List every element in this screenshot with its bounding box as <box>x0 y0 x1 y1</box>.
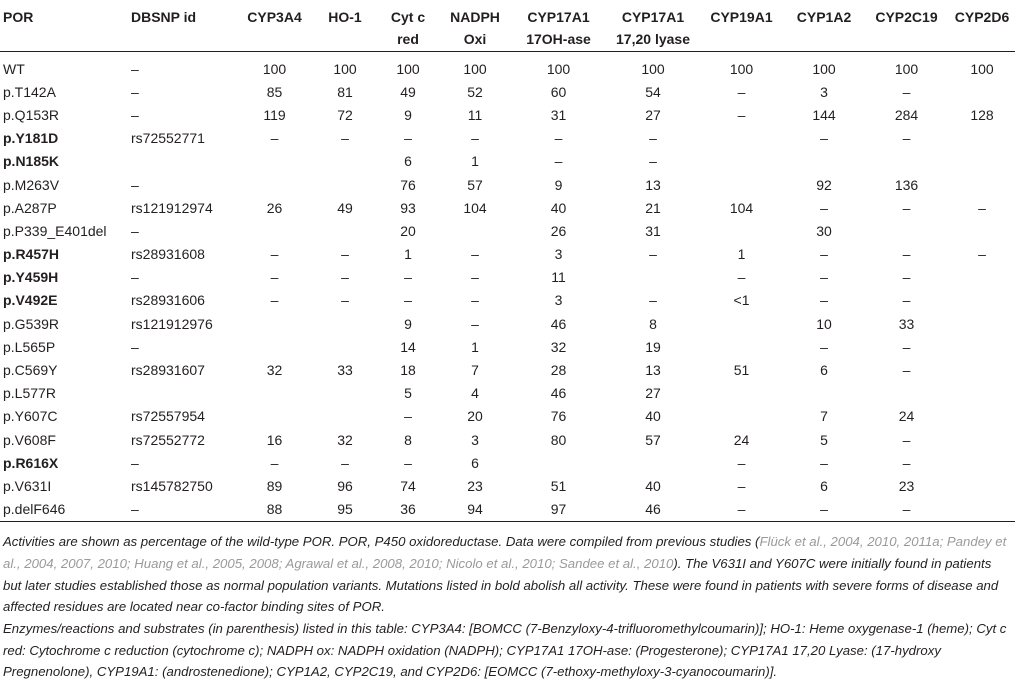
activity-cell <box>699 382 784 405</box>
activity-cell <box>699 220 784 243</box>
activity-cell: 21 <box>645 199 661 216</box>
activity-cell: – <box>471 269 479 286</box>
activity-cell <box>784 382 864 405</box>
table-row <box>0 336 1015 359</box>
activity-cell: – <box>471 315 479 332</box>
activity-cell: 26 <box>550 222 567 239</box>
activity-cell: 16 <box>266 431 283 448</box>
activity-cell: 18 <box>400 362 416 379</box>
activity-cell: 93 <box>400 199 416 216</box>
activity-cell <box>314 220 376 243</box>
activity-cell <box>864 220 949 243</box>
activity-cell: – <box>471 130 479 147</box>
variant-cell: p.V608F <box>3 431 56 448</box>
activity-cell: 57 <box>645 431 661 448</box>
activity-cell: – <box>978 246 986 263</box>
activity-cell: 24 <box>898 408 915 425</box>
activity-cell: – <box>649 292 657 309</box>
activity-cell: – <box>649 130 657 147</box>
variant-cell: p.V631I <box>3 477 52 494</box>
activity-cell: – <box>471 246 479 263</box>
variant-cell: p.V492E <box>3 292 58 309</box>
table-row <box>0 289 1015 312</box>
activity-cell <box>949 405 1015 428</box>
activity-cell: 92 <box>816 176 832 193</box>
activity-cell: 33 <box>898 315 915 332</box>
column-header: CYP17A1 17,20 lyase <box>616 9 690 47</box>
table-row <box>0 475 1015 498</box>
activity-cell: 20 <box>467 408 483 425</box>
dbsnp-cell <box>128 382 235 405</box>
activity-cell <box>864 150 949 173</box>
column-header: Cyt c red <box>390 9 426 47</box>
dbsnp-cell: rs72552771 <box>131 130 205 147</box>
table-row <box>0 81 1015 104</box>
activity-cell: 7 <box>820 408 828 425</box>
activity-cell: 27 <box>645 385 661 402</box>
activity-cell: 1 <box>737 246 746 263</box>
references: Flück et al., 2004, 2010, 2011a; Pandey et al., 2004, 2007, 2010; Huang et al., 2005, 2008; Agrawal et al., 2008, 2010; Nicolo et al., 2010; Sandee et al., 2010 <box>3 534 1007 571</box>
activity-cell: 100 <box>262 60 287 77</box>
activity-cell: 3 <box>471 431 479 448</box>
table-row <box>0 498 1015 522</box>
variant-cell: p.L565P <box>3 338 56 355</box>
activity-cell <box>314 382 376 405</box>
table-row <box>0 104 1015 127</box>
activity-cell: 60 <box>550 83 567 100</box>
column-header: CYP3A4 <box>247 9 302 25</box>
activity-cell <box>235 382 314 405</box>
table-row <box>0 127 1015 150</box>
activity-cell: – <box>737 83 746 100</box>
column-header: DBSNP id <box>131 9 197 25</box>
activity-cell: – <box>820 338 828 355</box>
activity-cell: – <box>737 454 746 471</box>
activity-cell: 144 <box>812 106 836 123</box>
activity-cell <box>235 220 314 243</box>
activity-cell: 46 <box>550 385 567 402</box>
activity-cell <box>699 405 784 428</box>
activity-cell: – <box>737 477 746 494</box>
activity-cell: – <box>902 338 911 355</box>
activity-cell: 57 <box>467 176 483 193</box>
variant-cell: p.T142A <box>3 83 56 100</box>
activity-cell: – <box>902 246 911 263</box>
dbsnp-cell: rs72552772 <box>131 431 205 448</box>
activity-cell: 3 <box>554 246 563 263</box>
activity-cell: 100 <box>970 60 994 77</box>
activity-cell: 6 <box>471 454 479 471</box>
activity-cell <box>699 127 784 150</box>
variant-cell: p.L577R <box>3 385 56 402</box>
activity-cell <box>510 452 607 475</box>
activity-cell <box>784 150 864 173</box>
activity-cell: 6 <box>820 477 828 494</box>
dbsnp-cell: rs28931608 <box>131 246 205 263</box>
activity-cell: 9 <box>554 176 563 193</box>
dbsnp-cell <box>128 150 235 173</box>
activity-cell <box>440 220 510 243</box>
table-row <box>0 452 1015 475</box>
activity-cell <box>949 475 1015 498</box>
activity-cell: 30 <box>816 222 832 239</box>
activity-cell: – <box>820 501 828 518</box>
activity-cell: 100 <box>812 60 836 77</box>
activity-cell: – <box>554 153 563 170</box>
activity-cell: – <box>902 454 911 471</box>
column-header: POR <box>3 9 34 25</box>
activity-cell: – <box>341 246 349 263</box>
activity-cell: – <box>902 431 911 448</box>
activity-cell <box>949 336 1015 359</box>
activity-cell: – <box>737 106 746 123</box>
activity-cell: – <box>341 292 349 309</box>
activity-cell: 26 <box>266 199 283 216</box>
activity-cell: – <box>341 130 349 147</box>
table-row <box>0 173 1015 196</box>
activity-cell: – <box>820 292 828 309</box>
activity-cell: 74 <box>400 477 416 494</box>
activity-cell: – <box>404 408 412 425</box>
activity-cell <box>949 382 1015 405</box>
activity-cell: 6 <box>404 153 412 170</box>
activity-cell: – <box>404 130 412 147</box>
dbsnp-cell: – <box>131 269 139 286</box>
activity-cell <box>314 405 376 428</box>
activity-cell: – <box>902 292 911 309</box>
activity-cell <box>949 313 1015 336</box>
dbsnp-cell: rs121912974 <box>131 199 213 216</box>
activity-cell: 100 <box>333 60 357 77</box>
activity-cell: 3 <box>820 83 828 100</box>
activity-cell <box>314 336 376 359</box>
dbsnp-cell: rs72557954 <box>131 408 205 425</box>
activity-cell <box>314 313 376 336</box>
activity-cell: – <box>270 246 279 263</box>
activity-cell <box>949 266 1015 289</box>
table-row <box>0 243 1015 266</box>
table-row <box>0 220 1015 243</box>
variant-cell: p.R457H <box>3 246 60 263</box>
activity-cell: 100 <box>546 60 571 77</box>
activity-cell: – <box>902 362 911 379</box>
column-header: CYP1A2 <box>796 9 852 25</box>
variant-cell: p.Y459H <box>3 269 59 286</box>
variant-cell: p.delF646 <box>3 501 66 518</box>
activity-cell <box>235 313 314 336</box>
activity-cell: – <box>820 246 828 263</box>
table-row <box>0 51 1015 81</box>
dbsnp-cell: – <box>131 454 139 471</box>
dbsnp-cell: – <box>131 106 139 123</box>
activity-cell: 23 <box>898 477 915 494</box>
activity-cell: 100 <box>729 60 754 77</box>
activity-cell: – <box>404 292 412 309</box>
activity-cell: 14 <box>400 338 416 355</box>
variant-cell: p.M263V <box>3 176 60 193</box>
activity-cell: 40 <box>645 408 661 425</box>
activity-cell: 7 <box>471 362 479 379</box>
activity-cell: – <box>820 199 828 216</box>
activity-cell: 76 <box>550 408 567 425</box>
activity-cell: – <box>820 130 828 147</box>
activity-cell <box>235 336 314 359</box>
activity-cell <box>314 150 376 173</box>
column-header: CYP19A1 <box>710 9 773 25</box>
activity-cell: 9 <box>404 315 412 332</box>
dbsnp-cell: – <box>131 501 139 518</box>
table-body <box>0 51 1015 522</box>
activity-cell: 284 <box>894 106 919 123</box>
table-row <box>0 359 1015 382</box>
variant-cell: p.Y607C <box>3 408 58 425</box>
activity-cell: 97 <box>550 501 567 518</box>
activity-cell: – <box>902 83 911 100</box>
dbsnp-cell: – <box>131 176 139 193</box>
dbsnp-cell: – <box>131 338 139 355</box>
activity-cell: 51 <box>733 362 750 379</box>
footnote-enzymes: Enzymes/reactions and substrates (in parenthesis) listed in this table: CYP3A4: [BOMCC (7-Benzyloxy-4-trifluoromethylcoumarin)]; HO-1: Heme oxygenase-1 (heme); Cyt c red: Cytochrome c reduction (cytochrome c); NADPH ox: NADPH oxidation (NADPH); CYP17A1 17OH-ase: (Progesterone); CYP17A1 17,20 Lyase: (17-hydroxy Pregnenolone), CYP19A1: (androstenedione); CYP1A2, CYP2C19, and CYP2D6: [EOMCC (7-ethoxy-methyloxy-3-cyanocoumarin)]. <box>3 621 1007 680</box>
dbsnp-cell: rs28931607 <box>131 362 205 379</box>
variant-cell: p.Q153R <box>3 106 60 123</box>
activity-cell: 6 <box>820 362 828 379</box>
activity-cell: 31 <box>645 222 661 239</box>
activity-cell: – <box>270 292 279 309</box>
activity-cell <box>949 289 1015 312</box>
activity-cell: 5 <box>820 431 828 448</box>
activity-cell: – <box>737 501 746 518</box>
activity-cell: 94 <box>467 501 483 518</box>
activity-cell: 11 <box>551 269 566 286</box>
activity-cell <box>949 498 1015 522</box>
activity-cell: 8 <box>404 431 412 448</box>
dbsnp-cell: – <box>131 222 139 239</box>
activity-cell: – <box>649 246 657 263</box>
variant-cell: p.C569Y <box>3 362 58 379</box>
activity-cell <box>699 336 784 359</box>
activity-cell: 72 <box>337 106 353 123</box>
activity-cell: 36 <box>400 501 416 518</box>
activity-cell: – <box>270 130 279 147</box>
activity-cell <box>607 452 699 475</box>
activity-cell: 52 <box>467 83 483 100</box>
activity-cell: 40 <box>645 477 661 494</box>
activity-cell <box>314 173 376 196</box>
activity-cell <box>949 127 1015 150</box>
activity-cell <box>949 173 1015 196</box>
column-header: HO-1 <box>328 9 362 25</box>
table-header <box>0 0 1015 51</box>
activity-cell <box>949 150 1015 173</box>
dbsnp-cell: – <box>131 60 139 77</box>
activity-cell: 49 <box>400 83 416 100</box>
activity-cell: – <box>341 454 349 471</box>
activity-cell <box>235 173 314 196</box>
activity-cell: 4 <box>471 385 479 402</box>
variant-cell: p.G539R <box>3 315 60 332</box>
activity-cell: 89 <box>266 477 283 494</box>
activity-cell: 104 <box>463 199 487 216</box>
activity-cell <box>235 150 314 173</box>
activity-cell: 13 <box>645 176 661 193</box>
activity-cell: 49 <box>337 199 353 216</box>
activity-cell: – <box>471 292 479 309</box>
activity-cell: 46 <box>645 501 661 518</box>
activity-cell <box>949 359 1015 382</box>
activity-cell: 46 <box>550 315 567 332</box>
activity-cell <box>699 173 784 196</box>
variant-cell: p.P339_E401del <box>3 222 107 239</box>
activity-cell <box>949 429 1015 452</box>
activity-cell: 100 <box>894 60 919 77</box>
activity-cell: 81 <box>337 83 353 100</box>
activity-cell <box>607 266 699 289</box>
variant-cell: WT <box>3 60 25 77</box>
activity-cell: 19 <box>645 338 661 355</box>
activity-cell: 23 <box>467 477 483 494</box>
activity-cell: 1 <box>471 338 479 355</box>
activity-cell: – <box>737 269 746 286</box>
dbsnp-cell: rs145782750 <box>131 477 213 494</box>
column-header: CYP2C19 <box>875 9 938 25</box>
table-row <box>0 266 1015 289</box>
activity-cell: – <box>902 501 911 518</box>
activity-cell: – <box>270 269 279 286</box>
activity-cell: 100 <box>463 60 487 77</box>
activity-cell: 11 <box>467 106 483 123</box>
activity-cell: – <box>404 269 412 286</box>
activity-cell: 13 <box>645 362 661 379</box>
activity-cell: – <box>554 130 563 147</box>
activity-cell: 28 <box>550 362 567 379</box>
activity-cell: 85 <box>266 83 283 100</box>
activity-cell: 5 <box>404 385 412 402</box>
activity-cell: 95 <box>337 501 353 518</box>
column-header: NADPH Oxi <box>450 9 500 47</box>
activity-cell: 104 <box>729 199 754 216</box>
activity-cell <box>699 150 784 173</box>
activity-cell: 128 <box>970 106 994 123</box>
activity-cell <box>949 220 1015 243</box>
activity-cell: 100 <box>641 60 665 77</box>
activity-cell: 32 <box>337 431 353 448</box>
activity-cell: – <box>820 454 828 471</box>
variant-cell: p.Y181D <box>3 130 59 147</box>
activity-cell: 76 <box>400 176 416 193</box>
activity-cell <box>949 452 1015 475</box>
column-header: CYP17A1 17OH-ase <box>526 9 591 47</box>
variant-cell: p.A287P <box>3 199 57 216</box>
activity-cell: 24 <box>733 431 750 448</box>
table-row <box>0 405 1015 428</box>
activity-cell: – <box>820 269 828 286</box>
table-footnotes <box>0 522 1015 683</box>
variant-cell: p.R616X <box>3 454 59 471</box>
column-header: CYP2D6 <box>954 9 1010 25</box>
activity-cell: – <box>270 454 279 471</box>
table-row <box>0 382 1015 405</box>
dbsnp-cell: rs121912976 <box>131 315 213 332</box>
table-row <box>0 429 1015 452</box>
table-row <box>0 197 1015 220</box>
activity-cell: 3 <box>554 292 563 309</box>
table-row <box>0 313 1015 336</box>
activity-cell: – <box>649 153 657 170</box>
activity-cell: – <box>978 199 986 216</box>
activity-cell: 54 <box>645 83 661 100</box>
activity-cell <box>235 405 314 428</box>
activity-cell <box>864 382 949 405</box>
activity-cell: – <box>902 199 911 216</box>
activity-cell: 8 <box>649 315 657 332</box>
dbsnp-cell: rs28931606 <box>131 292 205 309</box>
footnote-activities: Activities are shown as percentage of the wild-type POR. POR, P450 oxidoreductase. Data were compiled from previous studies (Flück et al., 2004, 2010, 2011a; Pandey et al., 2004, 2007, 2010; Huang et al., 2005, 2008; Agrawal et al., 2008, 2010; Nicolo et al., 2010; Sandee et al., 2010). The V631I and Y607C were initially found in patients but later studies established those as normal population variants. Mutations listed in bold abolish all activity. These were found in patients with severe forms of disease and affected residues are located near co-factor binding sites of POR. <box>3 534 1007 615</box>
activity-cell: – <box>341 269 349 286</box>
dbsnp-cell: – <box>131 83 139 100</box>
activity-cell: 33 <box>337 362 353 379</box>
activity-cell: 119 <box>263 106 286 123</box>
activity-cell: 1 <box>404 246 412 263</box>
activity-cell: – <box>902 130 911 147</box>
activity-cell: 100 <box>396 60 420 77</box>
variant-cell: p.N185K <box>3 153 60 170</box>
activity-cell: 32 <box>550 338 567 355</box>
activity-cell: <1 <box>733 292 750 309</box>
table-row <box>0 150 1015 173</box>
activity-cell: 96 <box>337 477 353 494</box>
activity-cell <box>949 81 1015 104</box>
activity-cell: 10 <box>816 315 832 332</box>
activity-cell: 27 <box>645 106 661 123</box>
activity-cell: 88 <box>266 501 283 518</box>
activity-cell: – <box>902 269 911 286</box>
activity-cell: 80 <box>550 431 567 448</box>
activity-cell: – <box>404 454 412 471</box>
activity-cell <box>699 313 784 336</box>
activity-cell: 20 <box>400 222 416 239</box>
activity-cell: 40 <box>550 199 567 216</box>
activity-cell: 51 <box>550 477 567 494</box>
activity-cell: 31 <box>550 106 567 123</box>
activity-cell: 1 <box>471 153 479 170</box>
activity-cell: 9 <box>404 106 412 123</box>
activity-cell: 32 <box>266 362 283 379</box>
activity-cell: 136 <box>894 176 919 193</box>
